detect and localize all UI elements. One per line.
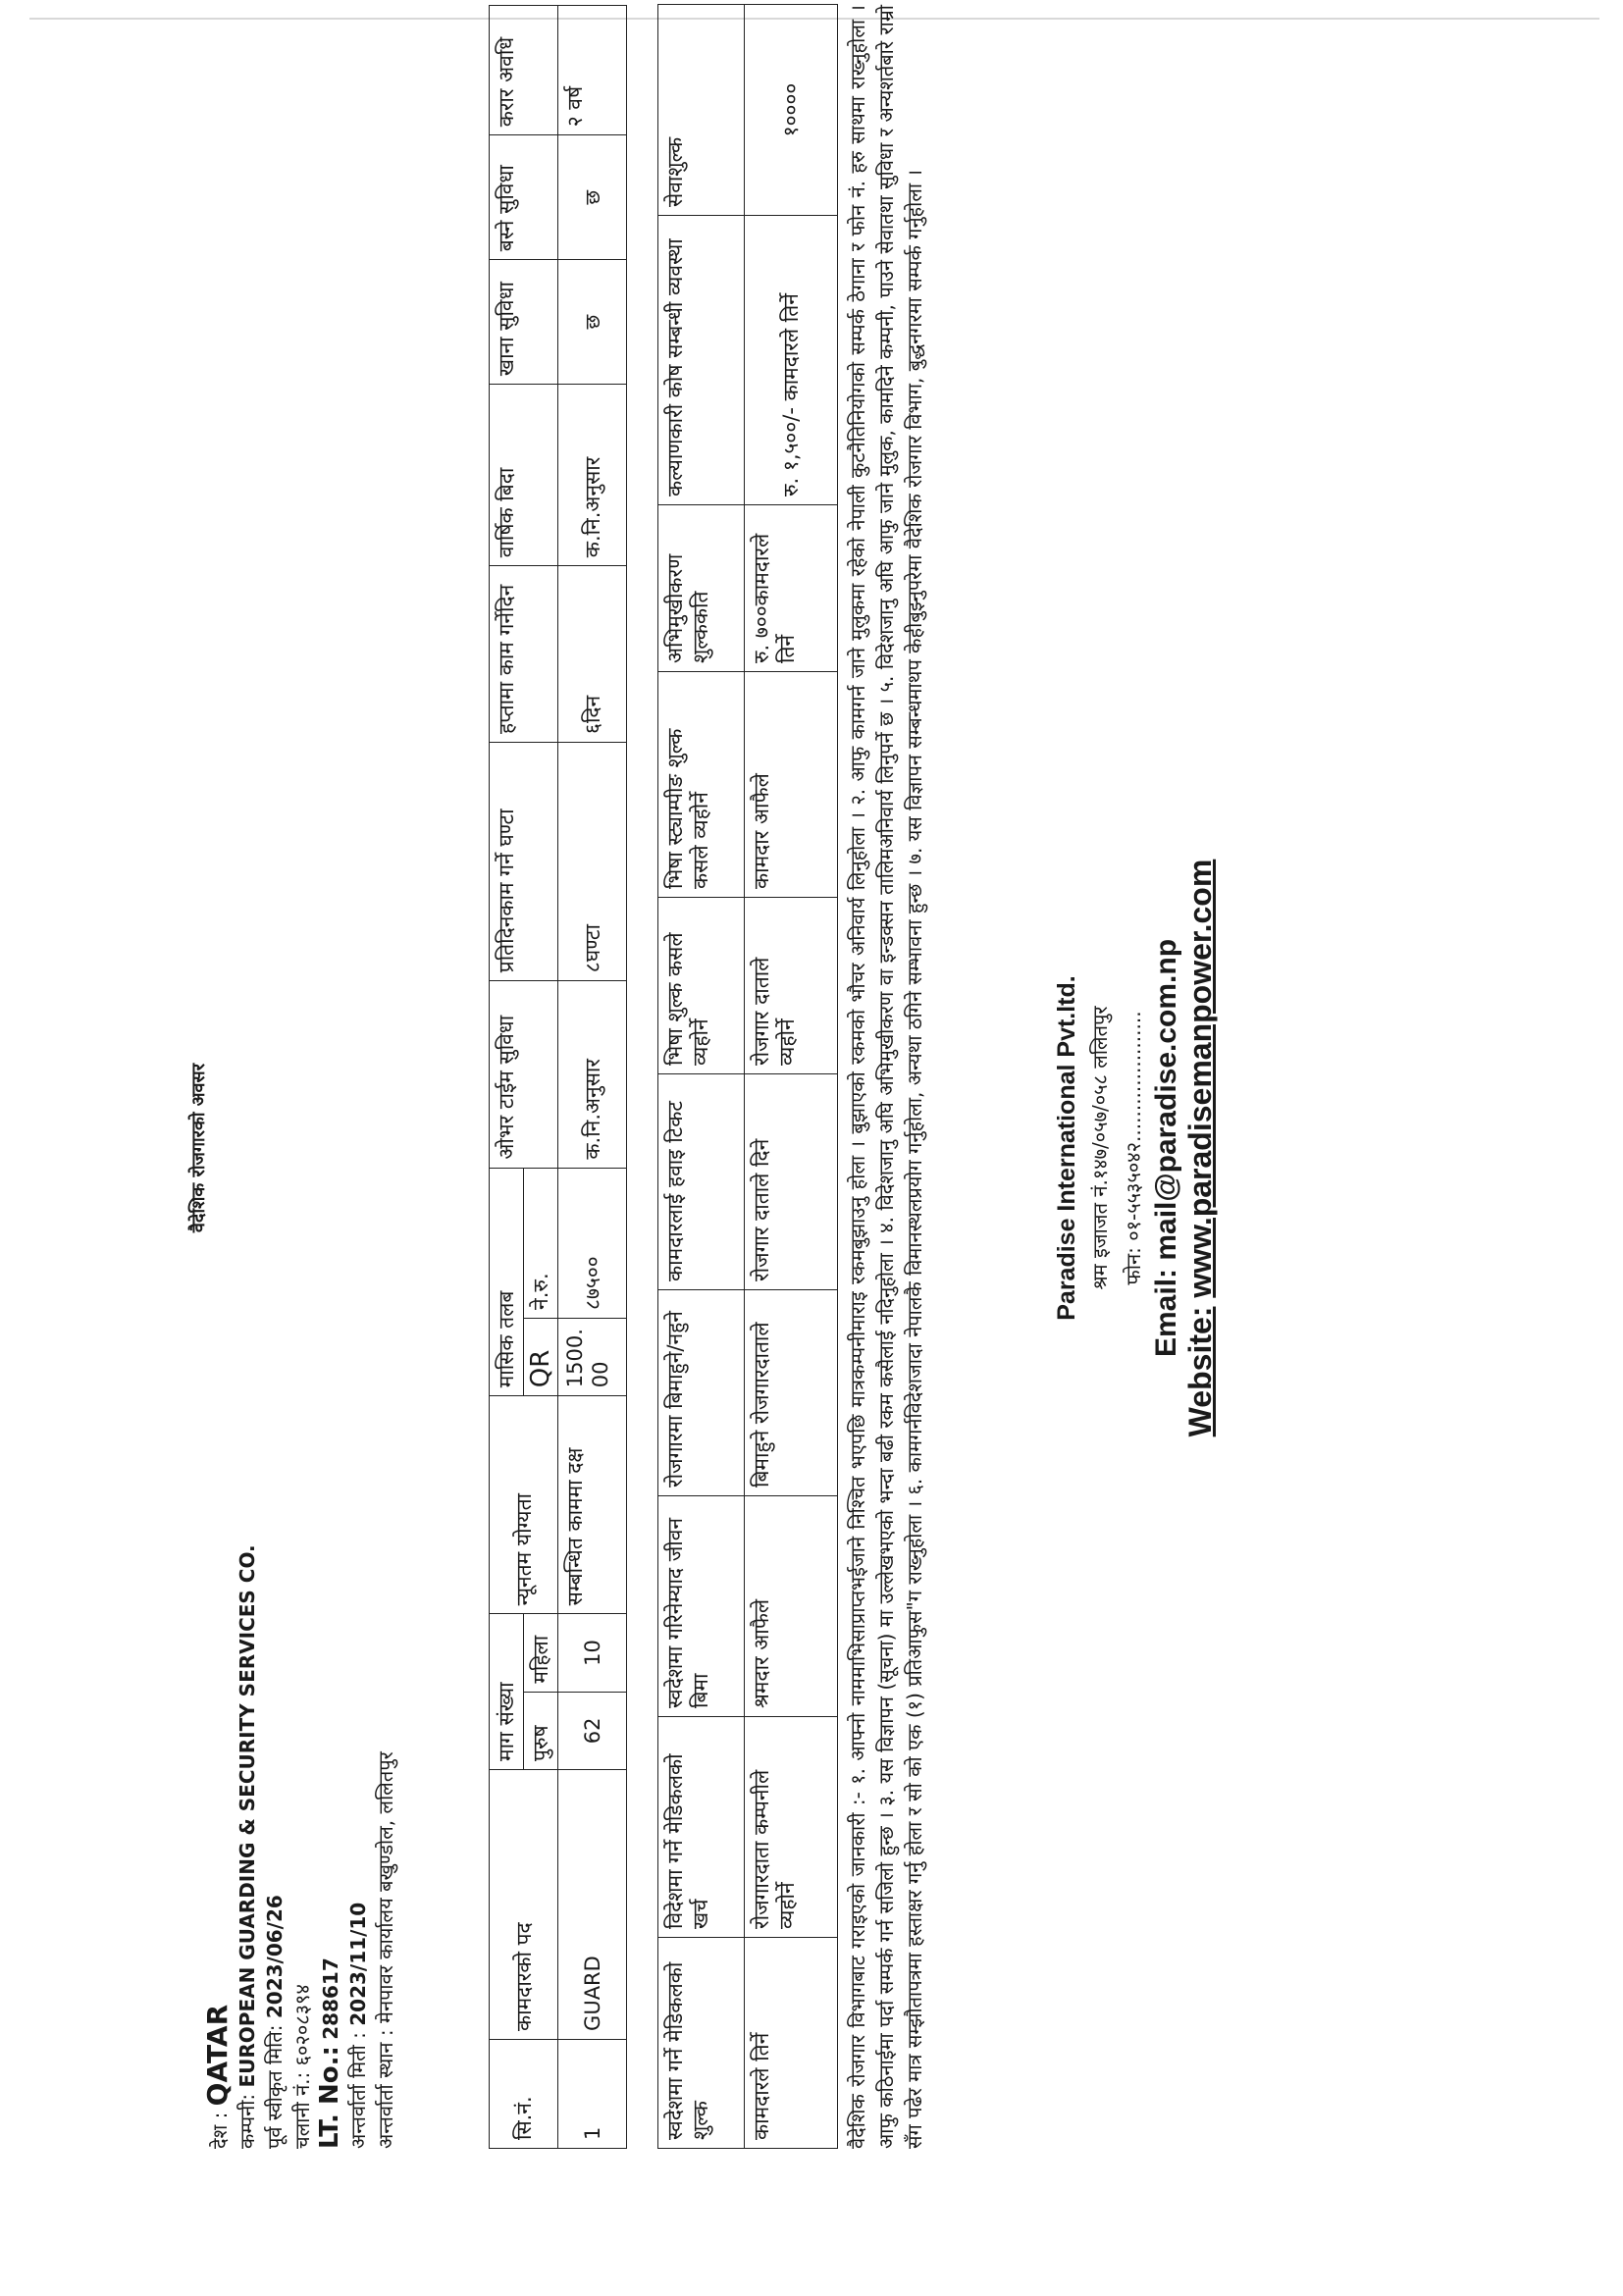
lt-label: LT. No.:	[315, 2046, 344, 2149]
costs-value-visa-fee: रोजगार दाताले व्यहोर्ने	[745, 898, 838, 1074]
costs-value-orientation-fee: रु. ७००कामदारले तिर्ने	[745, 505, 838, 672]
costs-header-welfare-fund: कल्याणकारी कोष सम्बन्धी व्यवस्था	[658, 216, 745, 505]
lt-line	[316, 1544, 344, 2149]
cell-annual-leave: क.नि.अनुसार	[558, 385, 627, 566]
costs-value-abroad-medical: रोजगारदाता कम्पनीले व्यहोर्ने	[745, 1717, 838, 1938]
email-link[interactable]: mail@paradise.com.np	[1150, 938, 1182, 1261]
table-header-row	[490, 6, 524, 2149]
cell-female: 10	[558, 1614, 627, 1692]
agency-license: श्रम इजाजत नं.१४७/०५७/०५८ ललितपुर	[1088, 1006, 1112, 1290]
header-sn: सि.नं.	[490, 2039, 558, 2148]
header-npr: ने.रु.	[524, 1168, 558, 1318]
cell-contract: २ वर्ष	[558, 6, 627, 135]
company-label: कम्पनी:	[236, 2093, 259, 2149]
costs-table	[657, 4, 838, 2149]
cell-qr: 1500.00	[558, 1318, 627, 1395]
country-line	[201, 1544, 234, 2149]
costs-header-employment-insurance: रोजगारमा बिमाहुने/नहुने	[658, 1290, 745, 1496]
cell-post: GUARD	[558, 1769, 627, 2039]
costs-header-abroad-medical: विदेशमा गर्ने मेडिकलको खर्च	[658, 1717, 745, 1938]
lt-number: 288617	[319, 1957, 342, 2040]
costs-value-visa-stamping: कामदार आफैले	[745, 672, 838, 898]
country-label: देश :	[208, 2112, 232, 2149]
header-annual-leave: वार्षिक बिदा	[490, 385, 558, 566]
costs-value-employment-insurance: बिमाहुने रोजगारदाताले	[745, 1290, 838, 1496]
page-title: वैदेशिक रोजगारको अवसर	[188, 1063, 209, 1233]
header-daily-hours: प्रतिदिनकाम गर्ने घण्टा	[490, 742, 558, 980]
interview-place-line	[372, 1544, 399, 2149]
header-contract: करार अवधि	[490, 6, 558, 135]
costs-value-air-ticket: रोजगार दाताले दिने	[745, 1074, 838, 1290]
approval-date: 2023/06/26	[263, 1895, 287, 2019]
approval-line	[261, 1544, 288, 2149]
header-demand: माग संख्या	[490, 1614, 524, 1770]
approval-label: पूर्व स्वीकृत मिति:	[263, 2024, 287, 2149]
chalani-label: चलानी नं.:	[290, 2071, 314, 2149]
agency-name: Paradise International Pvt.ltd.	[1053, 975, 1080, 1321]
costs-value-home-medical: कामदारले तिर्ने	[745, 1938, 838, 2149]
cell-sn: 1	[558, 2039, 627, 2148]
company-value: EUROPEAN GUARDING & SECURITY SERVICES CO.	[236, 1544, 259, 2088]
header-salary: मासिक तलब	[490, 1168, 524, 1396]
agency-website-line	[1183, 0, 1217, 2296]
country-value: QATAR	[201, 2004, 234, 2107]
header-overtime: ओभर टाईम सुविधा	[490, 981, 558, 1168]
costs-header-home-medical: स्वदेशमा गर्ने मेडिकलको शुल्क	[658, 1938, 745, 2149]
table-row	[558, 6, 627, 2149]
chalani-number: ६०२०८३९४	[290, 1984, 314, 2066]
costs-value-life-insurance: श्रमदार आफैले	[745, 1496, 838, 1717]
header-weekly-days: हप्तामा काम गर्नेदिन	[490, 566, 558, 743]
header-accommodation: बस्ने सुविधा	[490, 135, 558, 260]
interview-place-label: अन्तर्वार्ता स्थान :	[374, 2029, 397, 2149]
costs-header-visa-stamping: भिषा स्ट्याम्पीङ शुल्क कसले व्यहोर्ने	[658, 672, 745, 898]
job-details-table	[489, 5, 627, 2149]
costs-header-life-insurance: स्वदेशमा गरिनेम्याद जीवन बिमा	[658, 1496, 745, 1717]
costs-header-service-fee: सेवाशुल्क	[658, 5, 745, 216]
cell-male: 62	[558, 1692, 627, 1769]
agency-footer	[1050, 0, 1217, 2296]
agency-phone-line	[1117, 0, 1150, 2296]
header-post: कामदारको पद	[490, 1769, 558, 2039]
costs-value-service-fee: १००००	[745, 5, 838, 216]
cell-npr: ८७५००	[558, 1168, 627, 1318]
phone-value: ०१-५५३५०४२.....................	[1122, 1011, 1145, 1241]
chalani-line	[288, 1544, 316, 2149]
interview-place: मेनपावर कार्यालय बखुण्डोल, ललितपुर	[374, 1751, 397, 2024]
cell-weekly-days: ६दिन	[558, 566, 627, 743]
header-qualification: न्यूनतम योग्यता	[490, 1396, 558, 1614]
interview-date-line	[344, 1544, 372, 2149]
cell-overtime: क.नि.अनुसार	[558, 981, 627, 1168]
cell-qualification: सम्बन्धित काममा दक्ष	[558, 1396, 627, 1614]
phone-label: फोन:	[1122, 1247, 1145, 1285]
header-male: पुरुष	[524, 1692, 558, 1769]
header-food: खाना सुविधा	[490, 260, 558, 385]
website-label: Website:	[1182, 1306, 1218, 1437]
costs-value-row	[745, 5, 838, 2149]
header-female: महिला	[524, 1614, 558, 1692]
email-label: Email:	[1150, 1269, 1182, 1358]
department-notice: वैदेशिक रोजगार विभागबाट गराइएको जानकारी :- १. आफ्नो नाममाभिसाप्राप्तभईजाने निश्चित भएपछि मात्रकम्पनीमाराइ रकमबुझाउनु होला । बुझाएको रकमको भौचर अनिवार्य लिनुहोला । २. आफु कामगर्न जाने मुलुकमा रहेको नेपाली कुटनैतिनियोगको सम्पर्क ठेगाना र फोन नं. हरु साथमा राख्नुहोला । आफु कठिनाईमा पर्दा सम्पर्क गर्न सजिलो हुन्छ । ३. यस विज्ञापन (सूचना) मा उल्लेखभएको भन्दा बढी रकम कसैलाई नदिनुहोला । ४. विदेशजानु अघि अभिमुखीकरण वा इन्डक्सन तालिमअनिवार्य लिनुपर्ने छ । ५. विदेशजानु अघि आफु जाने मुलुक, कामदिने कम्पनी, पाउने सेवातथा सुविधा र अन्यशर्तबारे राम्रो सँग पढेर मात्र सम्झौतापत्रमा हस्ताक्षर गर्नु होला र सो को एक (१) प्रतिआफुस"ग राख्नुहोला । ६. कामगर्नविदेशजादा नेपालकै विमानस्थलप्रयोग गर्नुहोला, अन्यथा ठगिने सम्भावना हुन्छ । ७. यस विज्ञापन सम्बन्धमाथप केहीबुझ्नुपरेमा वैदेशिक रोजगार विभाग, बुद्धनगरमा सम्पर्क गर्नुहोला ।	[846, 5, 926, 2149]
costs-header-row	[658, 5, 745, 2149]
header-qr: QR	[524, 1318, 558, 1395]
website-link[interactable]: www.paradisemanpower.com	[1182, 859, 1218, 1298]
cell-food: छ	[558, 260, 627, 385]
job-header	[201, 1544, 399, 2149]
costs-value-welfare-fund: रु. १,५००/- कामदारले तिर्ने	[745, 216, 838, 505]
agency-email-line	[1150, 0, 1183, 2296]
costs-header-air-ticket: कामदारलाई हवाइ टिकट	[658, 1074, 745, 1290]
cell-daily-hours: ८घण्टा	[558, 742, 627, 980]
company-line	[234, 1544, 261, 2149]
costs-header-orientation-fee: अभिमुखीकरण शुल्ककति	[658, 505, 745, 672]
costs-header-visa-fee: भिषा शुल्क कसले व्यहोर्ने	[658, 898, 745, 1074]
interview-date: 2023/11/10	[346, 1902, 370, 2026]
cell-accommodation: छ	[558, 135, 627, 260]
interview-date-label: अन्तर्वार्ता मिती :	[346, 2032, 370, 2149]
